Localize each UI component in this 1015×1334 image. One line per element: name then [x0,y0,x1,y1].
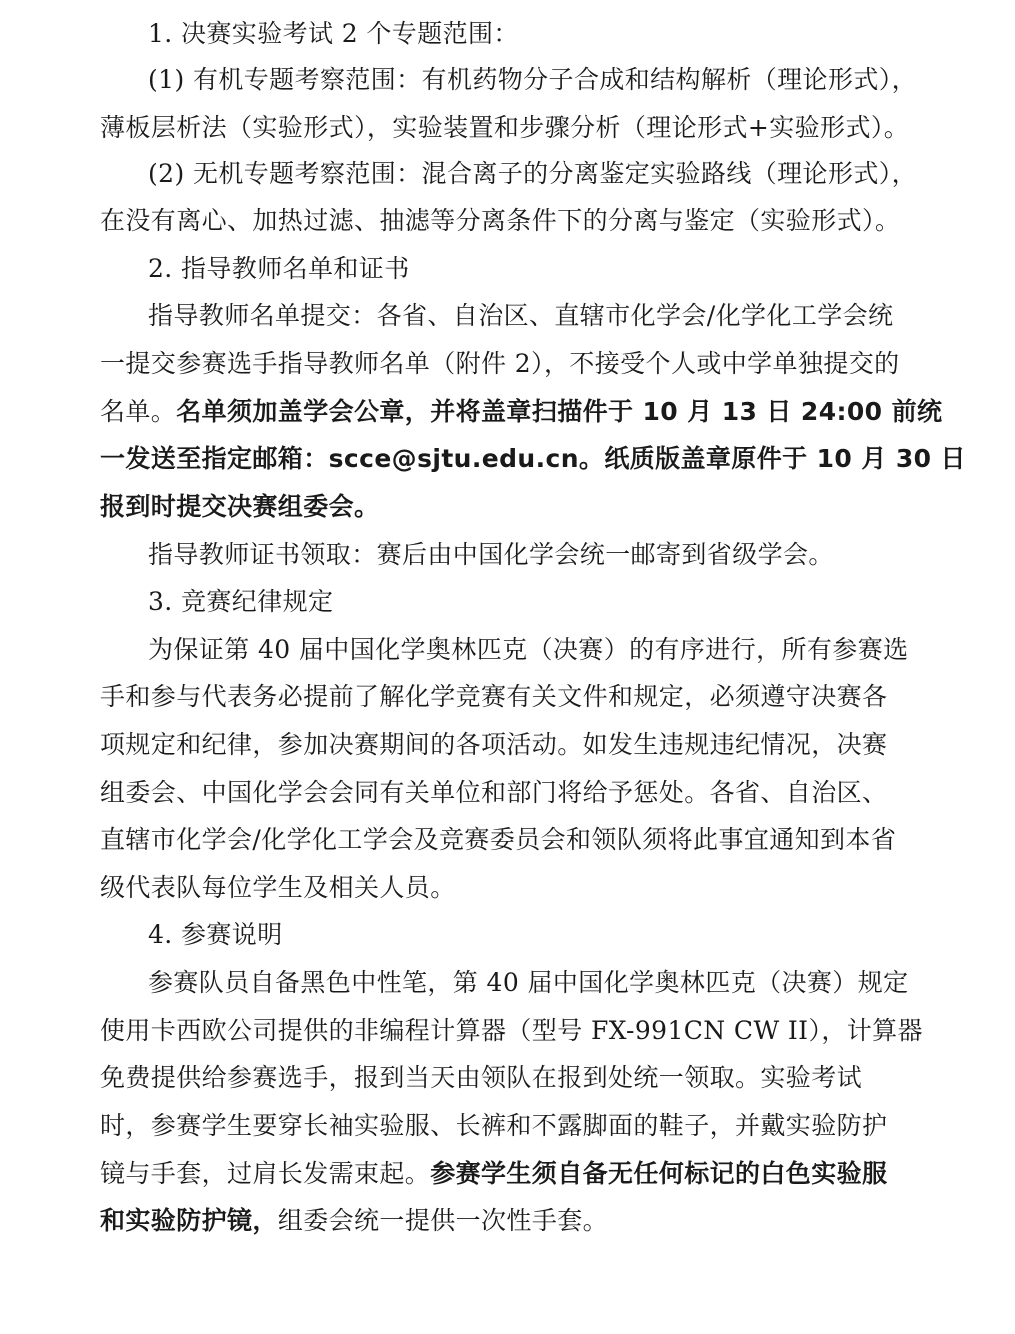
text-line [100,729,887,761]
text-line [100,1158,887,1190]
text-line [100,491,379,523]
text-segment: 名单。 [100,397,177,426]
text-segment: 使用卡西欧公司提供的非编程计算器（型号 FX-991CN CW II），计算器 [100,1016,923,1045]
text-line [148,300,893,332]
text-segment: 项规定和纪律，参加决赛期间的各项活动。如发生违规违纪情况，决赛 [100,730,888,759]
text-line [148,919,283,951]
bold-text-segment: 一发送至指定邮箱：scce@sjtu.edu.cn。纸质版盖章原件于 10 月 30 日 [100,444,966,473]
text-line [148,18,519,50]
text-line [148,967,909,999]
text-segment: 直辖市化学会/化学化工学会及竞赛委员会和领队须将此事宜通知到本省 [100,825,897,854]
bold-text-segment: 参赛学生须自备无任何标记的白色实验服 [430,1159,888,1188]
text-segment: 镜与手套，过肩长发需束起。 [100,1159,431,1188]
text-line [100,1015,923,1047]
text-line [100,824,896,856]
bold-text-segment: 和实验防护镜， [100,1206,278,1235]
text-line [148,158,917,190]
text-segment: 为保证第 40 届中国化学奥林匹克（决赛）的有序进行，所有参赛选 [148,635,909,664]
text-line [100,443,966,475]
text-line [100,348,900,380]
text-segment: 4. 参赛说明 [148,920,283,949]
text-line [100,777,887,809]
text-segment: 一提交参赛选手指导教师名单（附件 2），不接受个人或中学单独提交的 [100,349,900,378]
text-line [148,634,909,666]
text-segment: 组委会、中国化学会会同有关单位和部门将给予惩处。各省、自治区、 [100,778,888,807]
text-line [148,539,834,571]
text-line [100,1110,887,1142]
text-segment: 薄板层析法（实验形式），实验装置和步骤分析（理论形式+实验形式）。 [100,113,910,142]
text-line [148,253,410,285]
text-segment: 在没有离心、加热过滤、抽滤等分离条件下的分离与鉴定（实验形式）。 [100,206,901,235]
text-segment: 1. 决赛实验考试 2 个专题范围： [148,19,519,48]
text-line [148,586,333,618]
text-line [100,396,942,428]
text-segment: (2) 无机专题考察范围：混合离子的分离鉴定实验路线（理论形式）， [148,159,918,188]
text-segment: 手和参与代表务必提前了解化学竞赛有关文件和规定，必须遵守决赛各 [100,682,888,711]
text-segment: (1) 有机专题考察范围：有机药物分子合成和结构解析（理论形式）， [148,65,918,94]
text-segment: 免费提供给参赛选手，报到当天由领队在报到处统一领取。实验考试 [100,1063,863,1092]
text-line [100,1205,608,1237]
text-segment: 参赛队员自备黑色中性笔，第 40 届中国化学奥林匹克（决赛）规定 [148,968,909,997]
text-line [100,205,900,237]
text-segment: 指导教师证书领取：赛后由中国化学会统一邮寄到省级学会。 [148,540,834,569]
text-segment: 组委会统一提供一次性手套。 [277,1206,609,1235]
text-line [100,112,909,144]
bold-text-segment: 名单须加盖学会公章，并将盖章扫描件于 10 月 13 日 24:00 前统 [176,397,943,426]
text-segment: 2. 指导教师名单和证书 [148,254,410,283]
bold-text-segment: 报到时提交决赛组委会。 [100,492,380,521]
text-line [100,1062,862,1094]
text-line [100,681,887,713]
text-line [100,872,456,904]
text-line [148,64,917,96]
text-segment: 指导教师名单提交：各省、自治区、直辖市化学会/化学化工学会统 [148,301,894,330]
text-segment: 时，参赛学生要穿长袖实验服、长裤和不露脚面的鞋子，并戴实验防护 [100,1111,888,1140]
text-segment: 3. 竞赛纪律规定 [148,587,334,616]
text-segment: 级代表队每位学生及相关人员。 [100,873,456,902]
